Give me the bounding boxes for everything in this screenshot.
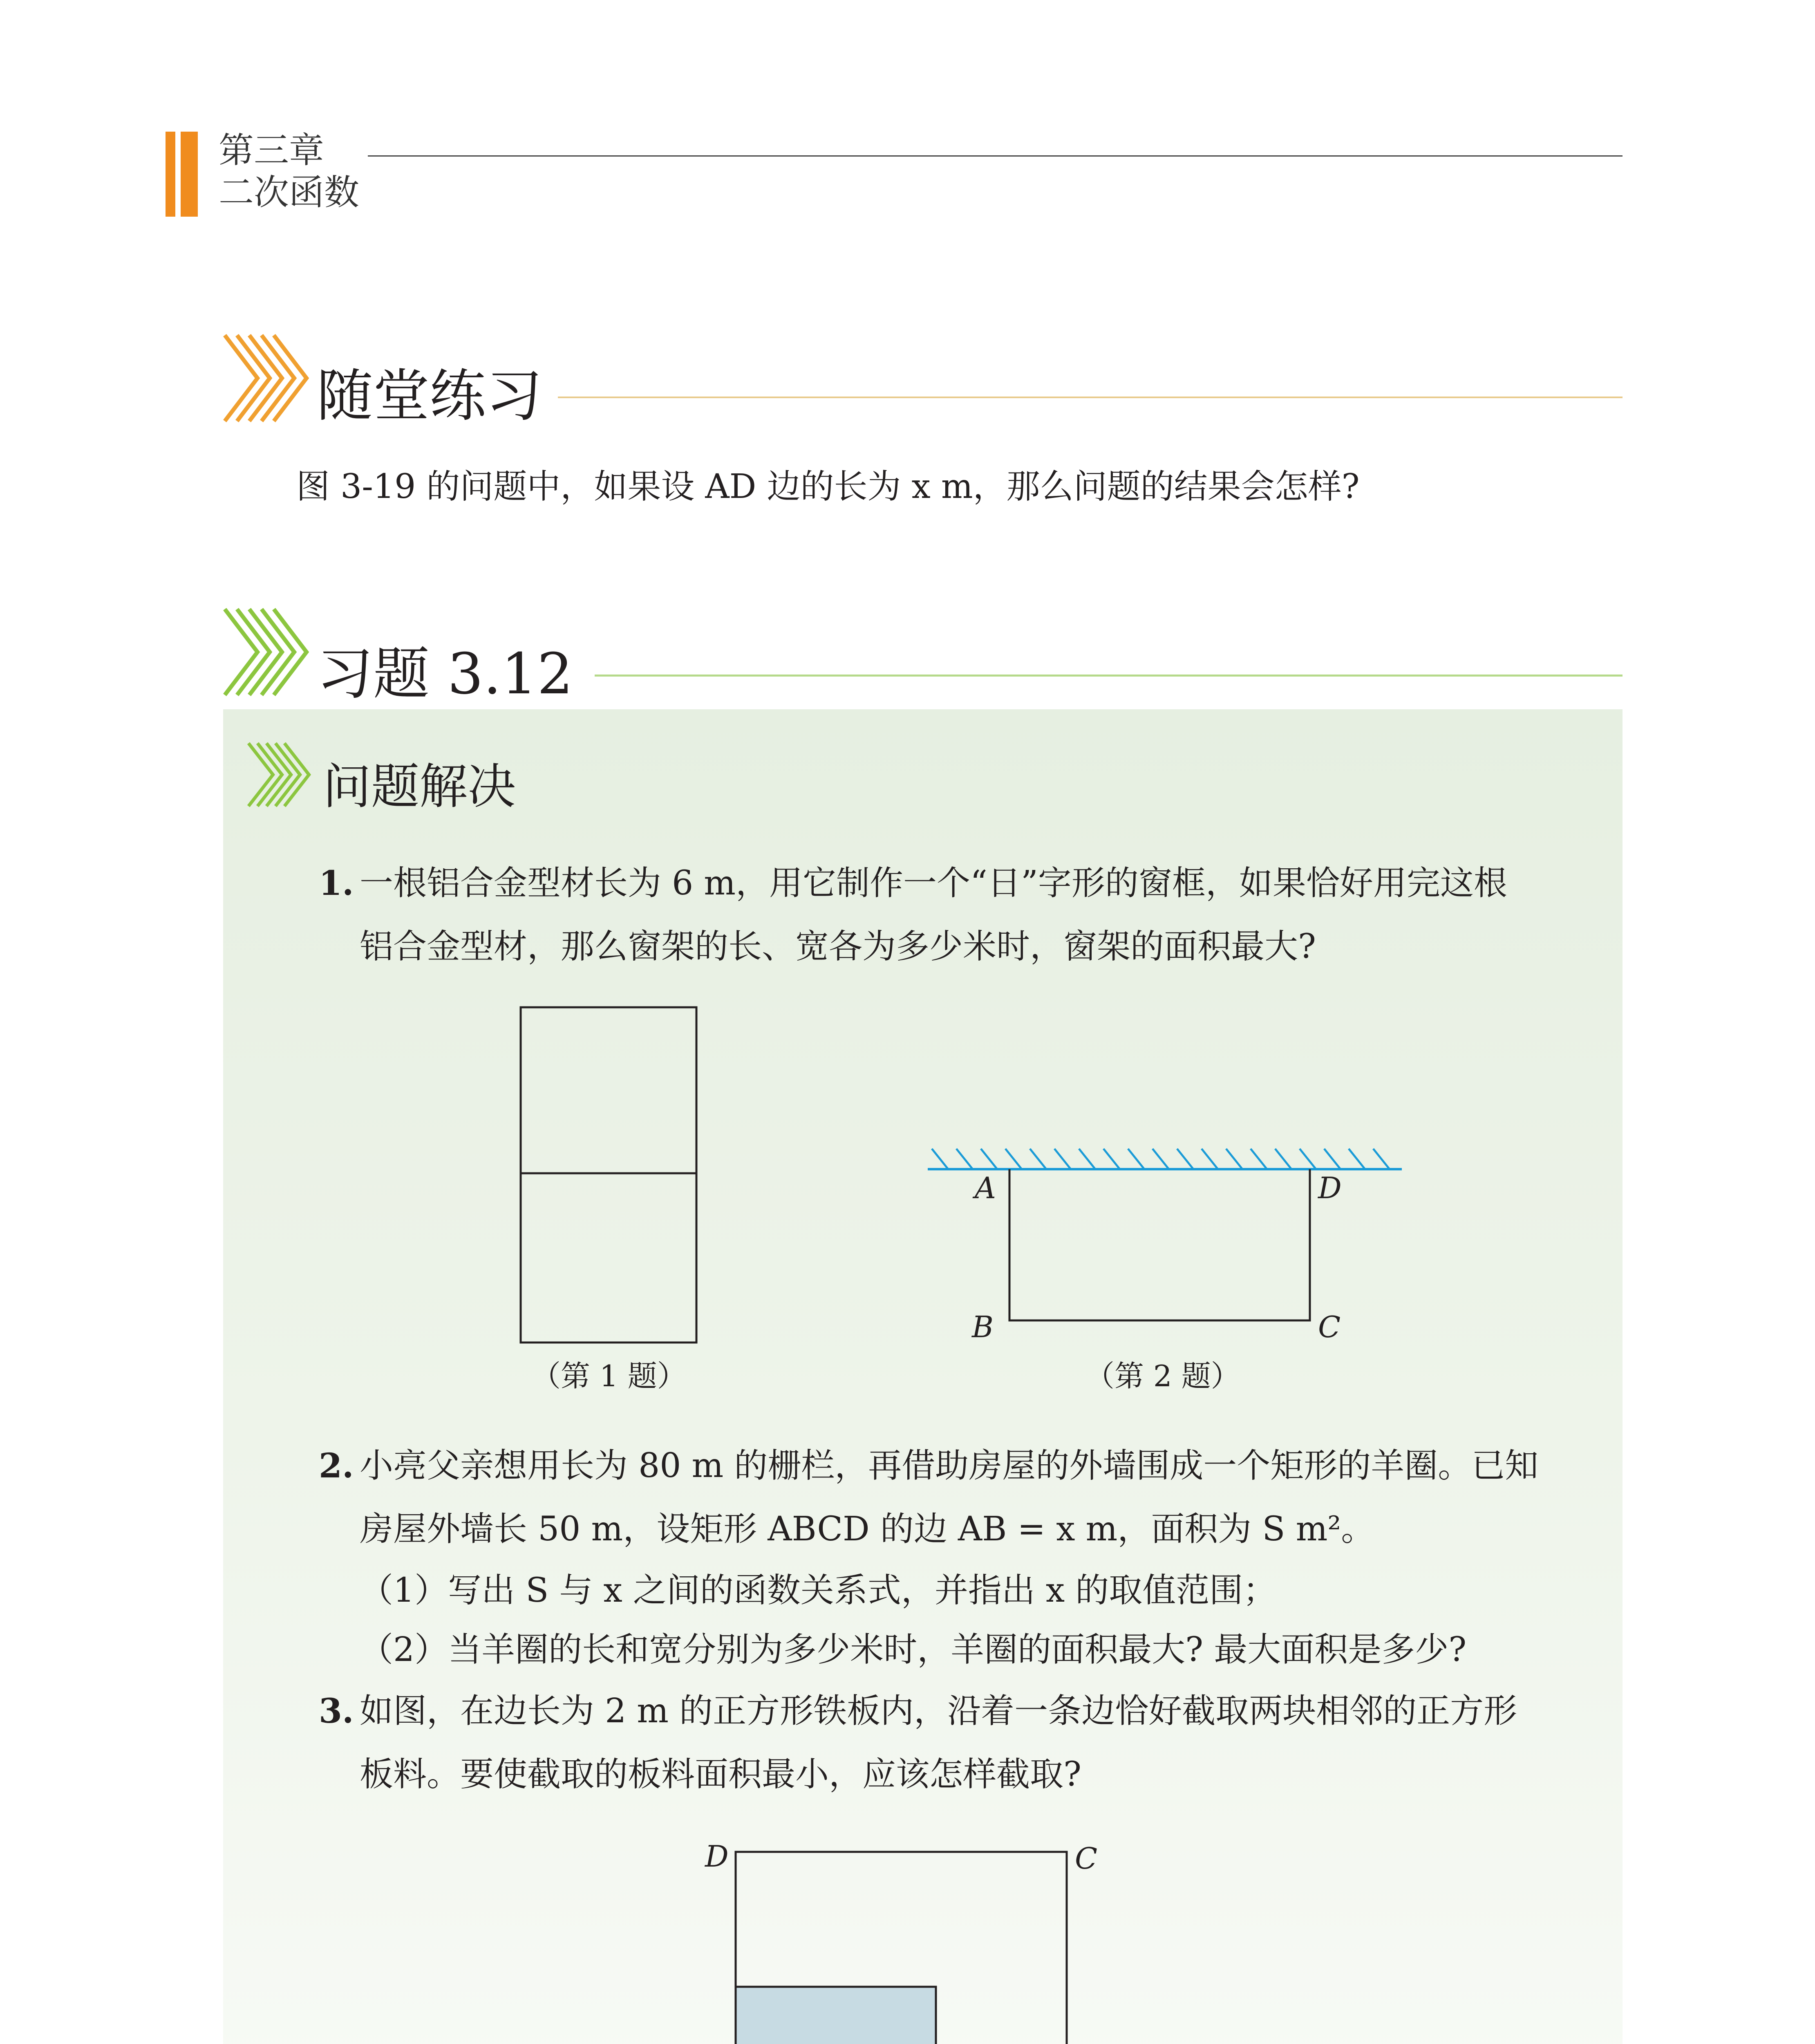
problem-number: 1. (319, 864, 354, 903)
problem-1-line-1: 一根铝合金型材长为 6 m，用它制作一个“日”字形的窗框，如果恰好用完这根 (360, 864, 1507, 903)
chevrons-small-green-icon (245, 740, 315, 809)
figure-2-label-b: B (972, 1310, 994, 1344)
exercise-title: 习题 3.12 (317, 641, 573, 707)
figure-1-window-frame (515, 1002, 703, 1353)
header-accent-bar (181, 132, 198, 217)
figure-2-sheep-pen (924, 1132, 1414, 1333)
problem-1-line-2: 铝合金型材，那么窗架的长、宽各为多少米时，窗架的面积最大? (360, 927, 1316, 966)
problem-number: 2. (319, 1446, 354, 1486)
figure-3-label-d: D (705, 1839, 729, 1874)
exercise-rule (595, 675, 1623, 677)
figure-2-label-c: C (1318, 1310, 1341, 1344)
chapter-number: 第三章 (219, 130, 324, 171)
problem-3-line-1: 如图，在边长为 2 m 的正方形铁板内，沿着一条边恰好截取两块相邻的正方形 (360, 1692, 1517, 1730)
problem-2-line-4: （2）当羊圈的长和宽分别为多少米时，羊圈的面积最大? 最大面积是多少? (360, 1630, 1467, 1669)
figure-2-label-a: A (975, 1171, 996, 1205)
practice-title: 随堂练习 (317, 363, 543, 429)
header-accent-bar (166, 132, 175, 217)
figure-2-caption: （第 2 题） (1085, 1359, 1240, 1393)
problem-3-line-2: 板料。要使截取的板料面积最小，应该怎样截取? (360, 1755, 1081, 1794)
figure-3-label-c: C (1075, 1841, 1098, 1876)
figure-1-caption: （第 1 题） (531, 1359, 687, 1393)
problem-2-line-2: 房屋外墙长 50 m，设矩形 ABCD 的边 AB = x m，面积为 S m²。 (360, 1510, 1375, 1549)
chevrons-orange-icon (221, 331, 315, 425)
chevrons-green-icon (221, 605, 315, 699)
practice-text: 图 3-19 的问题中，如果设 AD 边的长为 x m，那么问题的结果会怎样? (296, 467, 1360, 506)
practice-rule (558, 397, 1623, 398)
problem-number: 3. (319, 1692, 354, 1731)
figure-3-square-plate (727, 1840, 1098, 2044)
problem-2-line-3: （1）写出 S 与 x 之间的函数关系式，并指出 x 的取值范围； (360, 1571, 1277, 1610)
figure-2-label-d: D (1318, 1171, 1342, 1205)
problem-2-line-1: 小亮父亲想用长为 80 m 的栅栏，再借助房屋的外墙围成一个矩形的羊圈。已知 (360, 1446, 1539, 1485)
chapter-title: 二次函数 (219, 172, 359, 213)
header-rule (368, 155, 1623, 157)
subsection-title: 问题解决 (323, 758, 516, 815)
